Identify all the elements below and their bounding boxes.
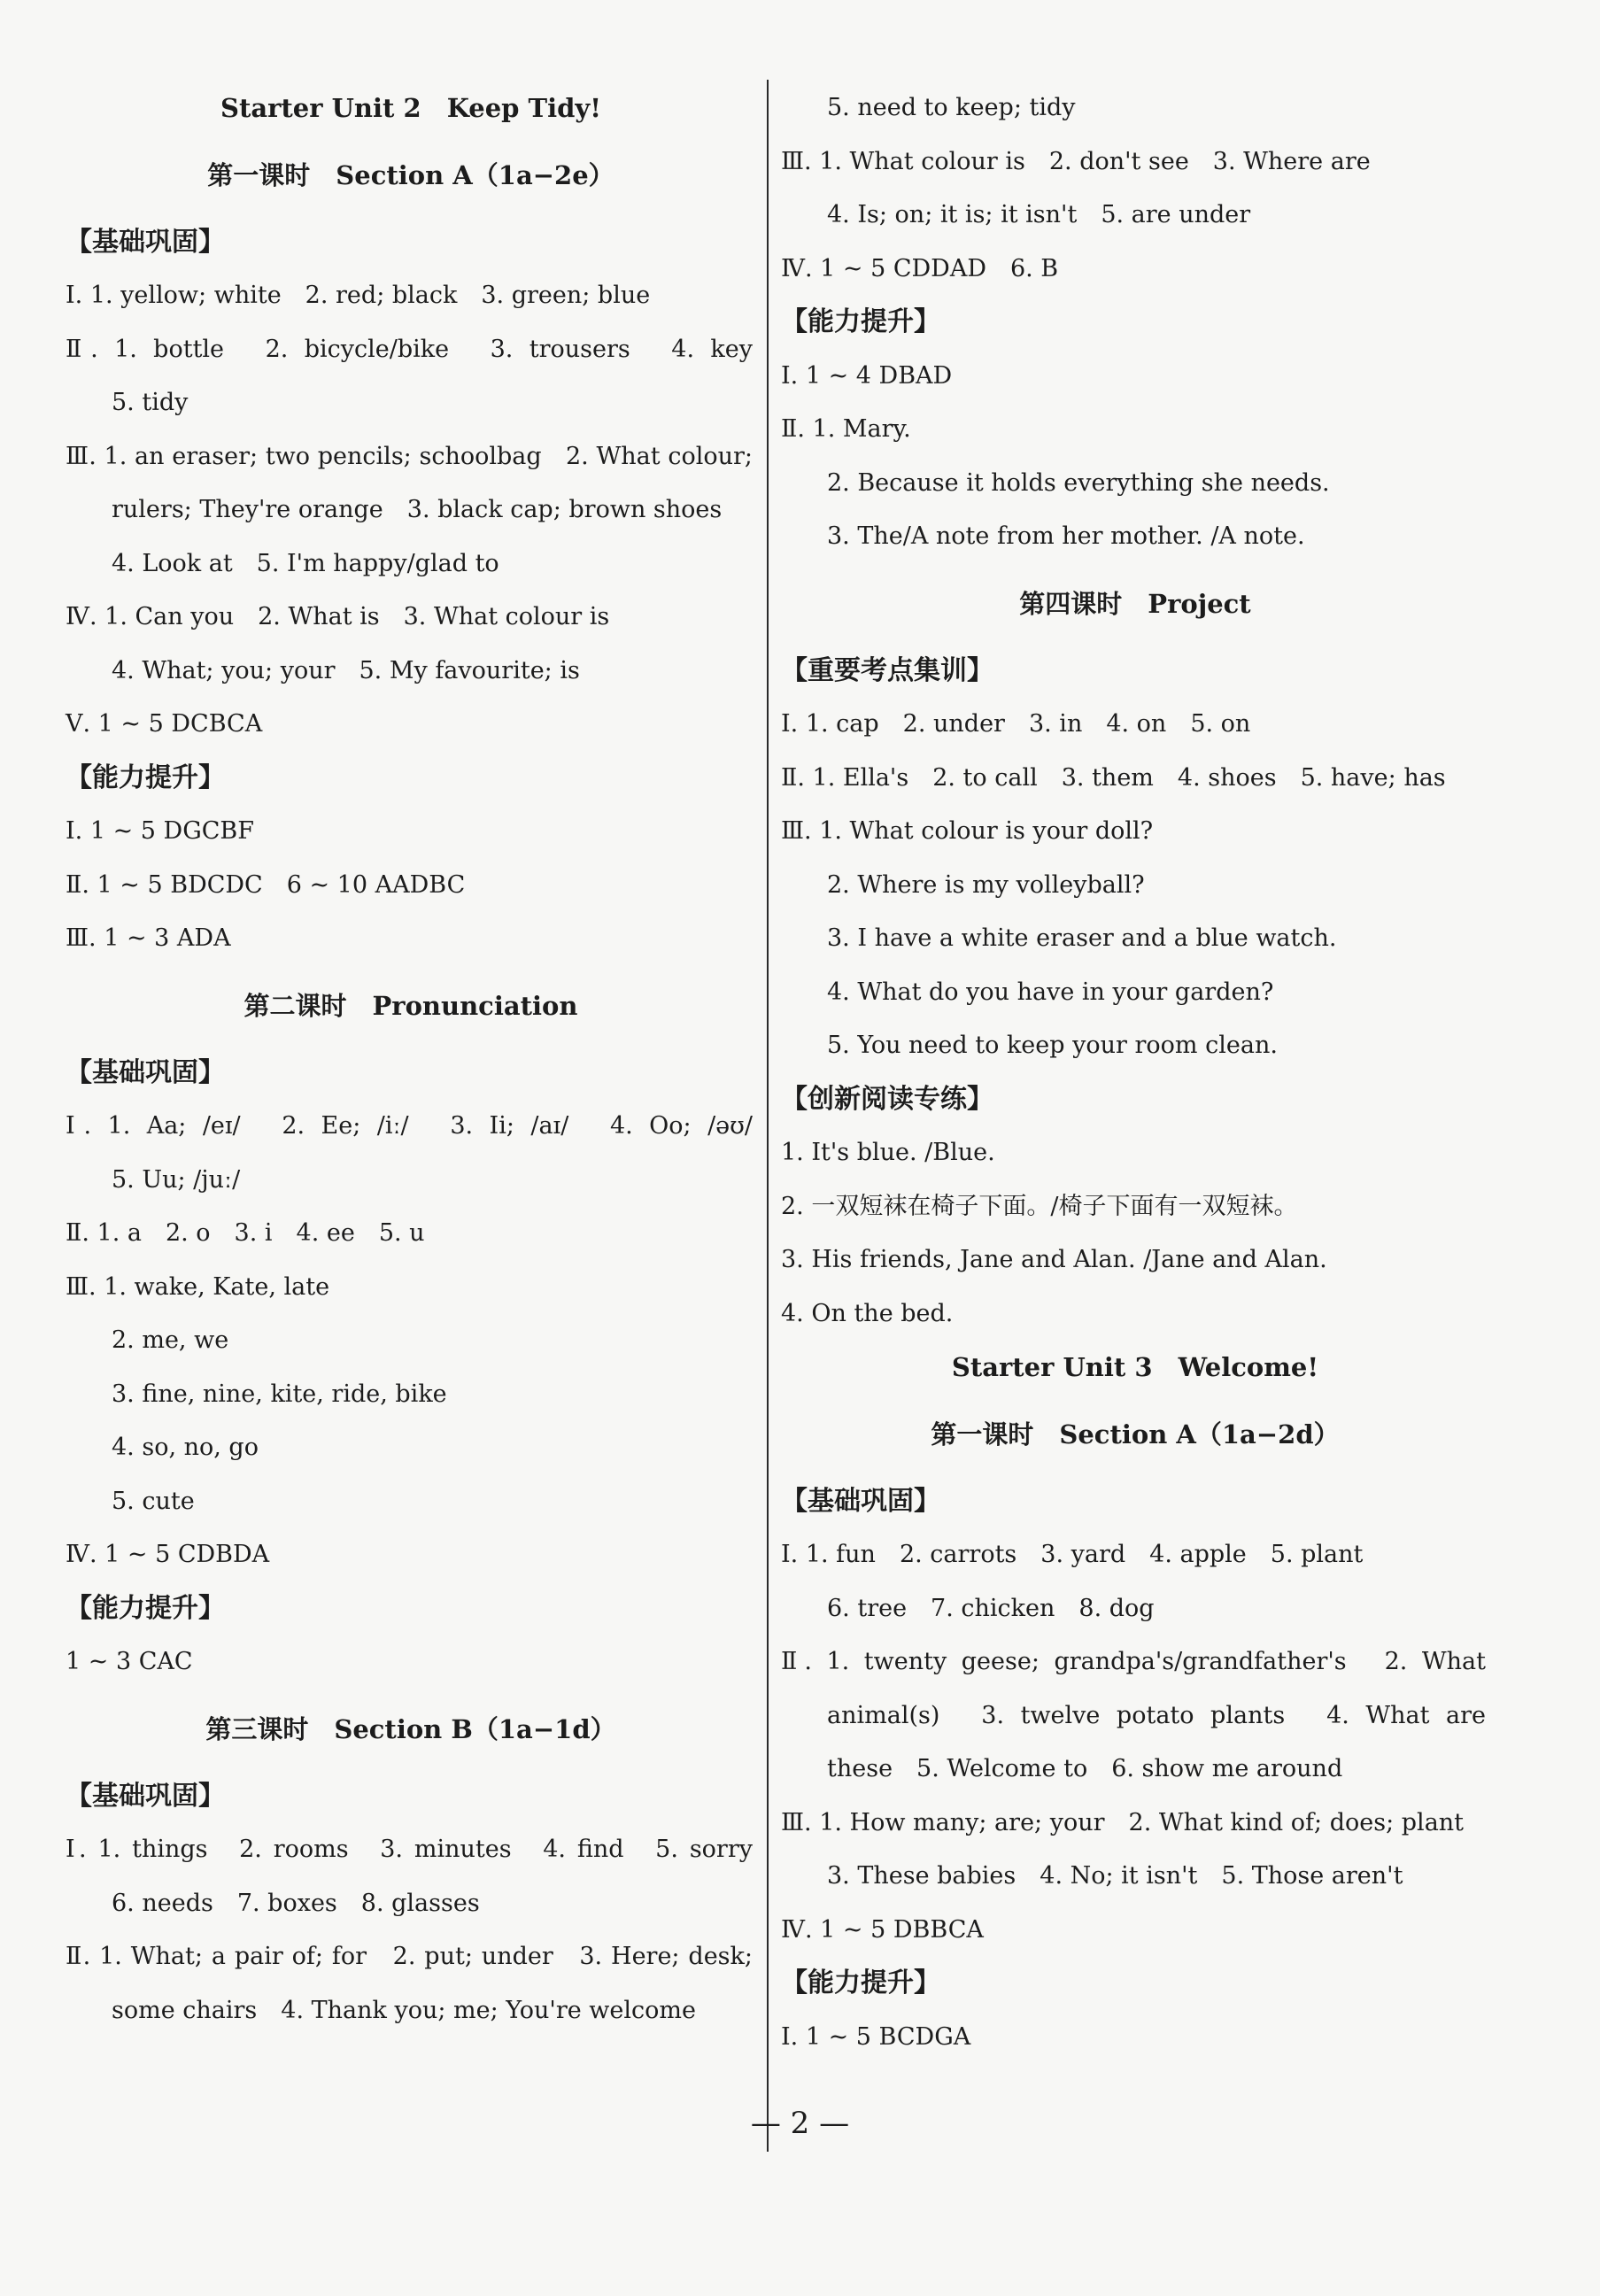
answer-line: 5. tidy [112, 389, 189, 416]
answer-line: Ⅰ. 1. cap 2. under 3. in 4. on 5. on [781, 710, 1251, 738]
answer-line: 3. fine, nine, kite, ride, bike [112, 1380, 447, 1408]
answer-line: Ⅱ. 1. What; a pair of; for 2. put; under 3. Here; desk; [66, 1943, 753, 1970]
answer-line: Ⅱ. 1. twenty geese; grandpa's/grandfather's 2. What [781, 1648, 1486, 1675]
answer-line: Ⅲ. 1. What colour is your doll? [781, 817, 1154, 845]
answer-line: Ⅲ. 1. How many; are; your 2. What kind of; does; plant [781, 1808, 1465, 1836]
answer-line: Ⅰ. 1. things 2. rooms 3. minutes 4. find 5. sorry [66, 1836, 753, 1863]
answer-line: 2. Where is my volleyball? [827, 870, 1145, 899]
section-label: 【重要考点集训】 [781, 654, 993, 686]
answer-line: Ⅰ. 1. fun 2. carrots 3. yard 4. apple 5. plant [781, 1541, 1364, 1568]
answer-line: Ⅱ. 1. a 2. o 3. i 4. ee 5. u [66, 1219, 425, 1247]
answer-line: Ⅲ. 1. wake, Kate, late [66, 1272, 330, 1301]
answer-line: 3. I have a white eraser and a blue watch. [827, 924, 1337, 952]
answer-line: 4. What do you have in your garden? [827, 978, 1274, 1006]
answer-line: 6. tree 7. chicken 8. dog [827, 1594, 1155, 1622]
answer-line: Ⅱ. 1. Mary. [781, 415, 911, 443]
section-label: 【基础巩固】 [781, 1485, 940, 1517]
answer-line: Ⅳ. 1 ~ 5 CDDAD 6. B [781, 254, 1059, 282]
section-label: 【创新阅读专练】 [781, 1083, 993, 1115]
answer-line: 4. Is; on; it is; it isn't 5. are under [827, 201, 1251, 228]
answer-line: Ⅲ. 1. an eraser; two pencils; schoolbag 2. What colour; [66, 442, 753, 470]
right-column [781, 81, 1489, 2064]
lesson-heading: 第四课时 Project [1019, 588, 1251, 619]
answer-line: 3. These babies 4. No; it isn't 5. Those aren't [827, 1862, 1403, 1890]
answer-line: 1. It's blue. /Blue. [781, 1139, 995, 1166]
answer-line: Ⅲ. 1 ~ 3 ADA [66, 924, 231, 952]
answer-line: 5. You need to keep your room clean. [827, 1032, 1278, 1059]
answer-line: Ⅰ. 1. Aa; /eɪ/ 2. Ee; /iː/ 3. Ii; /aɪ/ 4. Oo; /əʊ/ [66, 1112, 753, 1140]
answer-line: Ⅱ. 1. bottle 2. bicycle/bike 3. trousers 4. key [66, 335, 753, 363]
answer-line: 5. need to keep; tidy [827, 94, 1076, 121]
answer-line: 4. What; you; your 5. My favourite; is [112, 656, 580, 684]
answer-line: 6. needs 7. boxes 8. glasses [112, 1889, 480, 1917]
answer-line: Ⅴ. 1 ~ 5 DCBCA [66, 710, 263, 738]
section-label: 【能力提升】 [66, 761, 225, 793]
answer-line: Ⅰ. 1 ~ 5 BCDGA [781, 2022, 971, 2051]
answer-line: 3. His friends, Jane and Alan. /Jane and Alan. [781, 1246, 1327, 1273]
section-label: 【基础巩固】 [66, 1780, 225, 1812]
page-number: — 2 — [750, 2106, 850, 2141]
section-label: 【能力提升】 [781, 306, 940, 337]
answer-line: animal(s) 3. twelve potato plants 4. What are [827, 1701, 1486, 1729]
answer-line: Ⅳ. 1 ~ 5 CDBDA [66, 1541, 270, 1568]
answer-line: 1 ~ 3 CAC [66, 1648, 193, 1675]
answer-line: Ⅰ. 1 ~ 4 DBAD [781, 361, 953, 390]
left-column [66, 81, 756, 2037]
answer-line: Ⅰ. 1 ~ 5 DGCBF [66, 817, 255, 845]
unit-title: Starter Unit 2 Keep Tidy! [220, 93, 601, 123]
lesson-heading: 第二课时 Pronunciation [243, 990, 578, 1021]
unit-title: Starter Unit 3 Welcome! [951, 1352, 1319, 1382]
answer-line: these 5. Welcome to 6. show me around [827, 1755, 1343, 1782]
answer-line: Ⅲ. 1. What colour is 2. don't see 3. Where are [781, 147, 1371, 175]
answer-line: Ⅱ. 1. Ella's 2. to call 3. them 4. shoes 5. have; has [781, 763, 1446, 792]
answer-line: 2. Because it holds everything she needs. [827, 468, 1330, 497]
answer-line: 2. 一双短袜在椅子下面。/椅子下面有一双短袜。 [781, 1192, 1298, 1220]
section-label: 【基础巩固】 [66, 1056, 225, 1088]
answer-line: 3. The/A note from her mother. /A note. [827, 522, 1305, 550]
section-label: 【能力提升】 [66, 1592, 225, 1624]
lesson-heading: 第三课时 Section B（1a−1d） [205, 1713, 616, 1744]
lesson-heading: 第一课时 Section A（1a−2d） [931, 1419, 1340, 1449]
section-label: 【能力提升】 [781, 1967, 940, 1998]
answer-line: 4. On the bed. [781, 1299, 954, 1327]
answer-line: Ⅳ. 1 ~ 5 DBBCA [781, 1915, 984, 1944]
answer-line: 5. Uu; /juː/ [112, 1165, 241, 1194]
column-divider [767, 80, 769, 2152]
answer-line: Ⅳ. 1. Can you 2. What is 3. What colour is [66, 603, 610, 630]
answer-line: rulers; They're orange 3. black cap; brown shoes [112, 496, 723, 523]
lesson-heading: 第一课时 Section A（1a−2e） [207, 159, 614, 190]
answer-line: some chairs 4. Thank you; me; You're welcome [112, 1996, 696, 2024]
answer-line: Ⅱ. 1 ~ 5 BDCDC 6 ~ 10 AADBC [66, 870, 466, 899]
answer-line: 5. cute [112, 1487, 195, 1515]
answer-line: 4. so, no, go [112, 1434, 259, 1461]
answer-line: 2. me, we [112, 1326, 229, 1354]
answer-line: Ⅰ. 1. yellow; white 2. red; black 3. green; blue [66, 282, 651, 309]
section-label: 【基础巩固】 [66, 226, 225, 258]
answer-line: 4. Look at 5. I'm happy/glad to [112, 549, 499, 577]
